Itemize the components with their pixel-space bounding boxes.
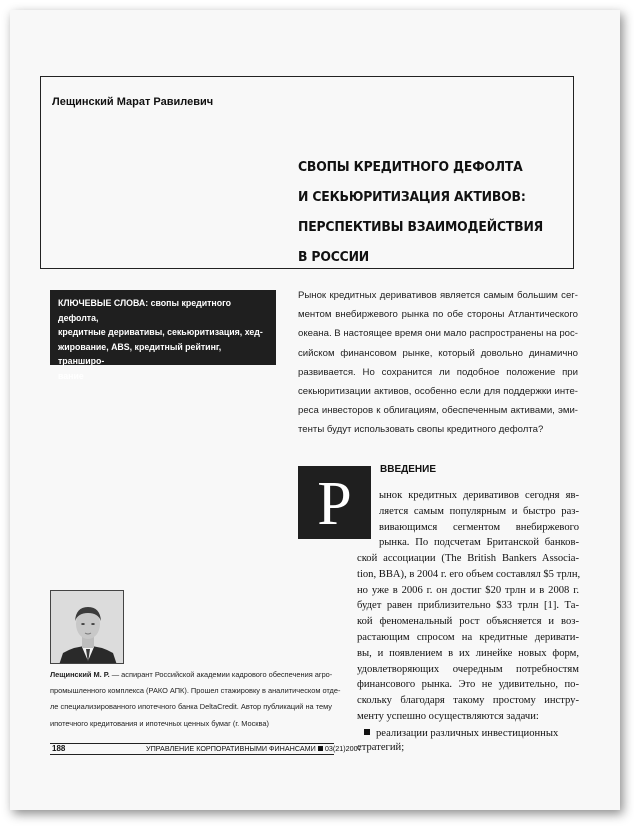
title-line: В РОССИИ: [298, 249, 370, 265]
keywords-line: жирование, ABS, кредитный рейтинг, транширо-: [58, 341, 222, 366]
abstract-line: секьюритизации активов, особенно если для поддержки инте-: [298, 386, 578, 398]
bio-line: ле специализированного ипотечного банка DeltaCredit. Автор публикаций на тему: [50, 702, 332, 712]
body-line: ынок кредитных деривативов сегодня яв-: [379, 490, 579, 501]
journal-issue: 03(21)2007: [324, 744, 362, 753]
body-line: ской ассоциации (The British Bankers Associa-: [357, 553, 579, 564]
body-line: вивающимся сегментом внебиржевого: [379, 521, 579, 533]
abstract-line: океана. В настоящее время они мало распространены на рос-: [298, 328, 578, 340]
abstract-line: Рынок кредитных деривативов является самым большим сег-: [298, 290, 578, 301]
body-line: кой феноменальный рост объясняется и воз-: [357, 616, 579, 628]
section-heading: ВВЕДЕНИЕ: [380, 464, 436, 475]
bullet-text: реализации различных инвестиционных: [376, 728, 559, 739]
author-portrait-icon: [51, 591, 124, 664]
bio-name: Лещинский М. Р.: [50, 670, 110, 679]
body-line: но уже в 2006 г. он достиг $20 трлн и в 2008 г.: [357, 584, 579, 596]
bio-line: [50, 667, 332, 683]
keywords-line: кредитные деривативы, секьюритизация, хед-: [58, 327, 263, 337]
bullet-continuation: стратегий;: [357, 742, 405, 753]
abstract-line: ментом внебиржевого рынка по обе стороны Атлантического: [298, 309, 578, 321]
body-line: менту успешно осуществляются задачи:: [357, 710, 539, 722]
article-title: [298, 152, 556, 272]
bio-text: — аспирант Российской академии кадрового обеспечения агро-: [111, 670, 333, 679]
keywords-box: [50, 290, 276, 381]
body-line: удовлетворяющих очередным потребностям: [357, 663, 579, 675]
bio-line: промышленного комплекса (РАКО АПК). Прошел стажировку в аналитическом отде-: [50, 686, 341, 696]
body-line: tion, BBA), в 2004 г. его объем составлял $5 трлн,: [357, 568, 581, 580]
drop-cap: Р: [298, 466, 371, 539]
author-photo: [50, 590, 124, 664]
keywords-line: вание: [58, 370, 84, 381]
author-name: Лещинский Марат Равилевич: [52, 96, 214, 108]
body-line: будет равен приблизительно $33 трлн [1]. Та-: [357, 600, 579, 612]
body-line: растающим спросом на кредитные деривати-: [357, 631, 579, 643]
separator-square-icon: [318, 746, 323, 751]
body-line: ляется самым популярным и быстро раз-: [379, 505, 579, 517]
abstract-line: тенты будут использовать свопы кредитного дефолта?: [298, 424, 544, 436]
abstract: [298, 286, 578, 440]
journal-title: УПРАВЛЕНИЕ КОРПОРАТИВНЫМИ ФИНАНСАМИ: [146, 744, 316, 753]
journal-name: [146, 744, 362, 753]
abstract-line: реса инвесторов к облигациям, обеспеченным активами, эми-: [298, 405, 578, 417]
body-line: рынка. По подсчетам Британской банков-: [379, 537, 579, 549]
bio-line: ипотечного кредитования и ипотечных ценных бумаг (г. Москва): [50, 718, 269, 728]
body-line: финансового рынка. Это не удивительно, по-: [357, 679, 579, 691]
body-line: вы, и появлением в их линейке новых форм,: [357, 647, 579, 659]
body-line: скольку благодаря такому простому инстру-: [357, 695, 579, 707]
body-text: [357, 551, 579, 725]
body-text-indented: [379, 488, 579, 551]
bullet-square-icon: [364, 729, 370, 735]
bullet-item: [364, 726, 579, 742]
title-line: СВОПЫ КРЕДИТНОГО ДЕФОЛТА: [298, 159, 523, 175]
title-line: ПЕРСПЕКТИВЫ ВЗАИМОДЕЙСТВИЯ: [298, 219, 544, 235]
page-number: 188: [52, 744, 66, 753]
author-bio: [50, 667, 341, 732]
abstract-line: сийском финансовом рынке, который довольно динамично: [298, 347, 578, 359]
keywords-line: КЛЮЧЕВЫЕ СЛОВА: свопы кредитного дефолта,: [58, 298, 232, 323]
title-line: И СЕКЬЮРИТИЗАЦИЯ АКТИВОВ:: [298, 189, 526, 205]
abstract-line: развивается. Но сохранится ли подобное положение при: [298, 366, 578, 378]
